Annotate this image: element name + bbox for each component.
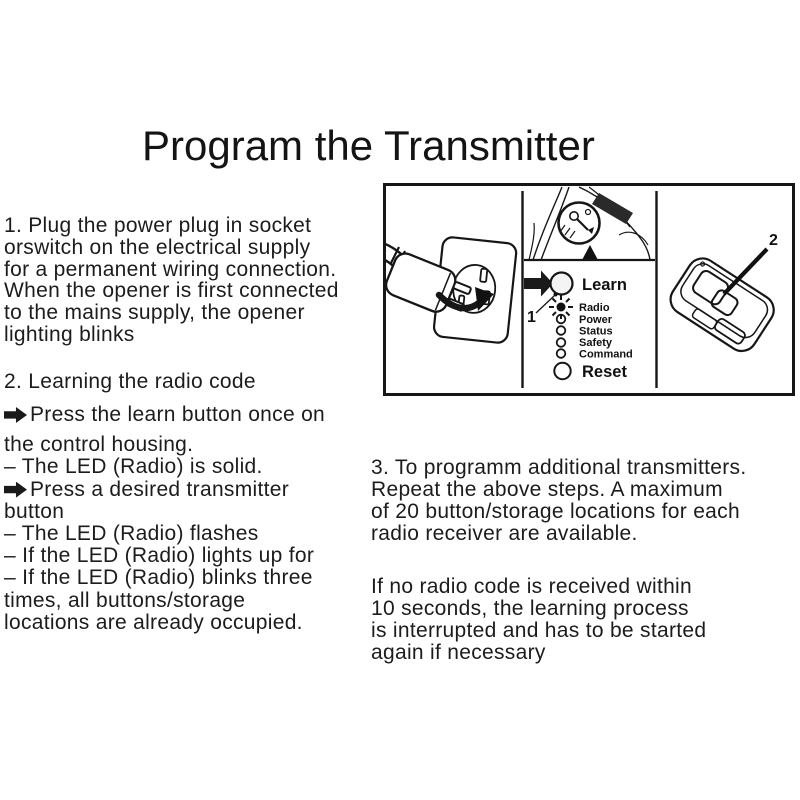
text-line: When the opener is first connected — [4, 279, 339, 303]
text-line: to the mains supply, the opener — [4, 301, 305, 325]
text-line: the control housing. — [4, 433, 194, 457]
text-line: again if necessary — [371, 641, 546, 664]
text-line: – If the LED (Radio) lights up for — [4, 544, 315, 568]
learn-button — [551, 273, 573, 295]
arrow-right-icon — [4, 407, 27, 423]
text-line: orswitch on the electrical supply — [4, 235, 311, 259]
page-title: Program the Transmitter — [142, 122, 595, 169]
text-line: – The LED (Radio) flashes — [4, 522, 259, 545]
arrow-right-icon — [4, 482, 27, 498]
step2-heading: 2. Learning the radio code — [4, 369, 256, 393]
step1-paragraph — [4, 215, 382, 346]
text-line: – If the LED (Radio) blinks three — [4, 566, 313, 590]
safety-label: Safety — [579, 337, 613, 349]
text-line: for a permanent wiring connection. — [4, 257, 337, 281]
line-text: Press the learn button once on — [30, 402, 326, 426]
note-paragraph — [371, 576, 799, 664]
text-line — [4, 479, 382, 501]
text-line: is interrupted and has to be started — [371, 619, 707, 642]
text-line: radio receiver are available. — [371, 522, 638, 545]
text-line: Repeat the above steps. A maximum — [371, 478, 723, 501]
radio-label: Radio — [579, 302, 610, 314]
text-line: 3. To programm additional transmitters. — [371, 456, 747, 479]
step3-paragraph — [371, 457, 799, 545]
command-label: Command — [579, 348, 633, 361]
reset-label: Reset — [582, 363, 627, 381]
step2-paragraph — [4, 371, 382, 634]
text-line: 10 seconds, the learning process — [371, 597, 689, 620]
right-column — [371, 457, 799, 664]
text-line: lighting blinks — [4, 322, 135, 346]
reset-button — [554, 363, 570, 379]
text-line: times, all buttons/storage — [4, 588, 246, 612]
text-line: button — [4, 499, 65, 523]
text-line: If no radio code is received within — [371, 575, 692, 598]
learn-label: Learn — [582, 276, 627, 294]
callout-dot — [554, 293, 558, 297]
power-label: Power — [579, 314, 613, 326]
text-line: locations are already occupied. — [4, 610, 303, 634]
text-line: 1. Plug the power plug in socket — [4, 214, 312, 237]
left-column — [4, 215, 382, 634]
marker-2: 2 — [769, 232, 778, 249]
marker-1: 1 — [527, 309, 536, 326]
status-label: Status — [579, 325, 613, 338]
diagram-figure — [383, 183, 795, 396]
magnifier-detail — [559, 203, 600, 244]
text-line — [4, 404, 382, 426]
text-line: – The LED (Radio) is solid. — [4, 455, 263, 479]
text-line: of 20 button/storage locations for each — [371, 500, 740, 523]
line-text: Press a desired transmitter — [30, 477, 290, 501]
